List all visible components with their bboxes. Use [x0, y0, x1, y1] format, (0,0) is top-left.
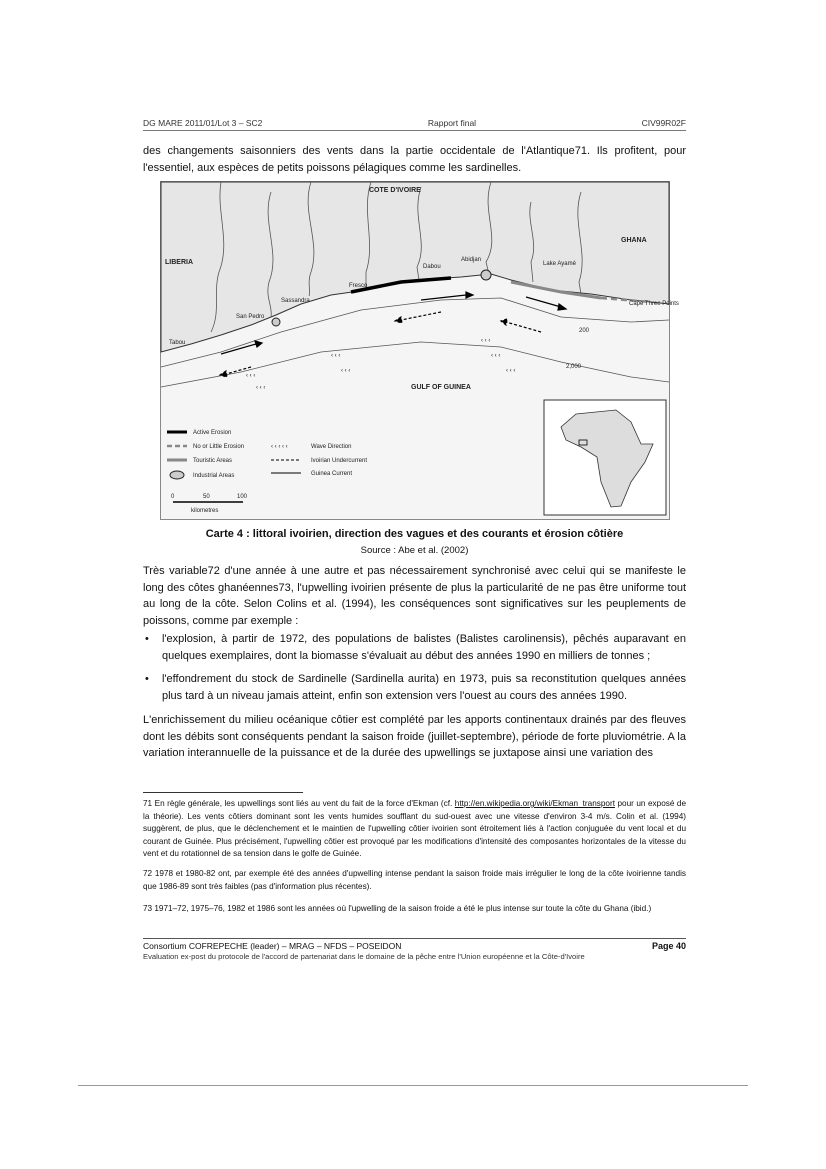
undercurrent-arrows	[220, 312, 541, 377]
label-cape-three-points: Cape Three Points	[629, 301, 679, 307]
scale-0: 0	[171, 494, 175, 500]
legend-active-erosion: Active Erosion	[193, 430, 232, 436]
paragraph-1: des changements saisonniers des vents dans la partie occidentale de l'Atlantique71. Ils profitent, pour l'essentiel, aux espèces de petits poissons pélagiques comme les sardinelles.	[143, 145, 686, 174]
svg-text:‹ ‹ ‹: ‹ ‹ ‹	[481, 338, 491, 344]
label-cote-divoire: COTE D'IVOIRE	[369, 187, 421, 194]
ekman-link[interactable]: http://en.wikipedia.org/wiki/Ekman_transport	[454, 799, 615, 808]
label-sassandra: Sassandra	[281, 298, 310, 304]
scale-50: 50	[203, 494, 210, 500]
map-legend	[167, 430, 367, 514]
legend-no-little-erosion: No or Little Erosion	[193, 444, 245, 450]
legend-wave-direction: Wave Direction	[311, 444, 352, 450]
land-area	[161, 182, 669, 352]
svg-text:‹ ‹ ‹: ‹ ‹ ‹	[246, 373, 256, 379]
footnote-71-text-a: 71 En règle générale, les upwellings sont liés au vent du fait de la force d'Ekman (cf.	[143, 799, 455, 808]
footnote-73: 73 1971–72, 1975–76, 1982 et 1986 sont les années où l'upwelling de la saison froide a été le plus intense sur toute la côte du Ghana (ibid.)	[143, 904, 652, 913]
running-header	[143, 118, 686, 131]
label-liberia: LIBERIA	[165, 259, 193, 266]
legend-industrial: Industrial Areas	[193, 473, 235, 479]
footnote-71-text-b: pour un exposé de la théorie). Les vents côtiers dominant sont les vents humides soufflant du sud-ouest avec une vitesse d'environ 3-4 m/s. Colin et al. (1994) suggèrent, de plus, que le déclenchement et le maintien de l'upwelling côtier ivoirien sont étroitement liés à l'action conjuguée du vent local et du courant de Guinée. Plus précisément, l'upwelling côtier est provoqué par les modifications d'intensité des composantes horizontales de la vitesse du vent et du rotationnel de sa tension dans le golfe de Guinée.	[143, 799, 687, 858]
footer-consortium: Consortium COFREPECHE (leader) – MRAG – NFDS – POSEIDON	[143, 941, 402, 951]
svg-text:‹ ‹ ‹: ‹ ‹ ‹	[331, 353, 341, 359]
label-ghana: GHANA	[621, 237, 647, 244]
legend-guinea-current: Guinea Current	[311, 471, 353, 477]
label-tabou: Tabou	[169, 340, 186, 346]
svg-text:‹ ‹ ‹: ‹ ‹ ‹	[256, 385, 266, 391]
label-fresco: Fresco	[349, 283, 368, 289]
page-number: Page 40	[651, 941, 686, 951]
footnote-72: 72 1978 et 1980-82 ont, par exemple été des années d'upwelling intense pendant la saison froide mais irrégulier le long de la côte ivoirienne tandis que 1986-89 sont très faibles (pas d'information plus récentes).	[143, 869, 686, 891]
list-item: • l'effondrement du stock de Sardinelle (Sardinella aurita) en 1973, puis sa reconstitution quelques années plus tard à un niveau jamais atteint, enfin son extension vers l'ouest au cours des années 1990.	[143, 671, 686, 704]
page-bottom-divider	[78, 1085, 748, 1086]
africa-inset	[544, 400, 666, 515]
svg-text:‹ ‹ ‹: ‹ ‹ ‹	[491, 353, 501, 359]
running-footer	[143, 938, 686, 961]
legend-undercurrent: Ivoirian Undercurrent	[311, 458, 368, 464]
svg-text:‹ ‹ ‹: ‹ ‹ ‹	[506, 368, 516, 374]
industrial-area-abidjan	[481, 270, 491, 280]
label-dabou: Dabou	[423, 264, 441, 270]
scale-100: 100	[237, 494, 248, 500]
footnote-71	[143, 798, 686, 861]
paragraph-2: Très variable72 d'une année à une autre et pas nécessairement synchronisé avec celui qui se manifeste le long des côtes ghanéennes73, l'upwelling ivoirien présente de plus la particularité de ne pas être uniforme tout au long de la côte. Selon Colins et al. (1994), les conséquences sont significatives sur les peuplements de poissons, comme par exemple :	[143, 565, 686, 627]
footnote-separator	[143, 792, 303, 793]
label-gulf: GULF OF GUINEA	[411, 384, 471, 391]
figure-caption: Carte 4 : littoral ivoirien, direction des vagues et des courants et érosion côtière	[205, 528, 624, 540]
legend-wave-symbol: ‹ ‹ ‹ ‹ ‹	[271, 444, 288, 450]
figure-source: Source : Abe et al. (2002)	[360, 545, 469, 556]
footer-subtitle: Evaluation ex-post du protocole de l'accord de partenariat dans le domaine de la pêche entre l'Union européenne et la Côte-d'Ivoire	[143, 952, 585, 961]
list-item: • l'explosion, à partir de 1972, des populations de balistes (Balistes carolinensis), pêchés auparavant en quelques exemplaires, dont la biomasse s'évaluait au début des années 1990 en milliers de tonnes ;	[143, 631, 686, 664]
map-svg	[161, 182, 679, 519]
paragraph-3: L'enrichissement du milieu océanique côtier est complété par les apports continentaux drainés par des fleuves dont les débits sont conséquents pendant la saison froide (juillet-septembre), période de forte pluviométrie. A la variation interannuelle de la puissance et de la durée des upwellings se juxtapose ainsi une variation des	[143, 714, 686, 759]
legend-touristic: Touristic Areas	[193, 458, 233, 464]
coastal-map-figure	[160, 181, 679, 520]
header-center: Rapport final	[427, 118, 477, 128]
label-lake-ayame: Lake Ayamé	[543, 261, 576, 267]
label-depth-200: 200	[579, 328, 590, 334]
scale-unit: kilometres	[191, 508, 219, 514]
label-depth-2000: 2,000	[566, 364, 582, 370]
bullet-list	[143, 631, 686, 711]
label-abidjan: Abidjan	[461, 257, 482, 263]
svg-text:‹ ‹ ‹: ‹ ‹ ‹	[341, 368, 351, 374]
label-san-pedro: San Pedro	[236, 314, 265, 320]
header-left: DG MARE 2011/01/Lot 3 – SC2	[143, 118, 263, 128]
header-right: CIV99R02F	[641, 118, 686, 128]
industrial-area-san-pedro	[272, 318, 280, 326]
